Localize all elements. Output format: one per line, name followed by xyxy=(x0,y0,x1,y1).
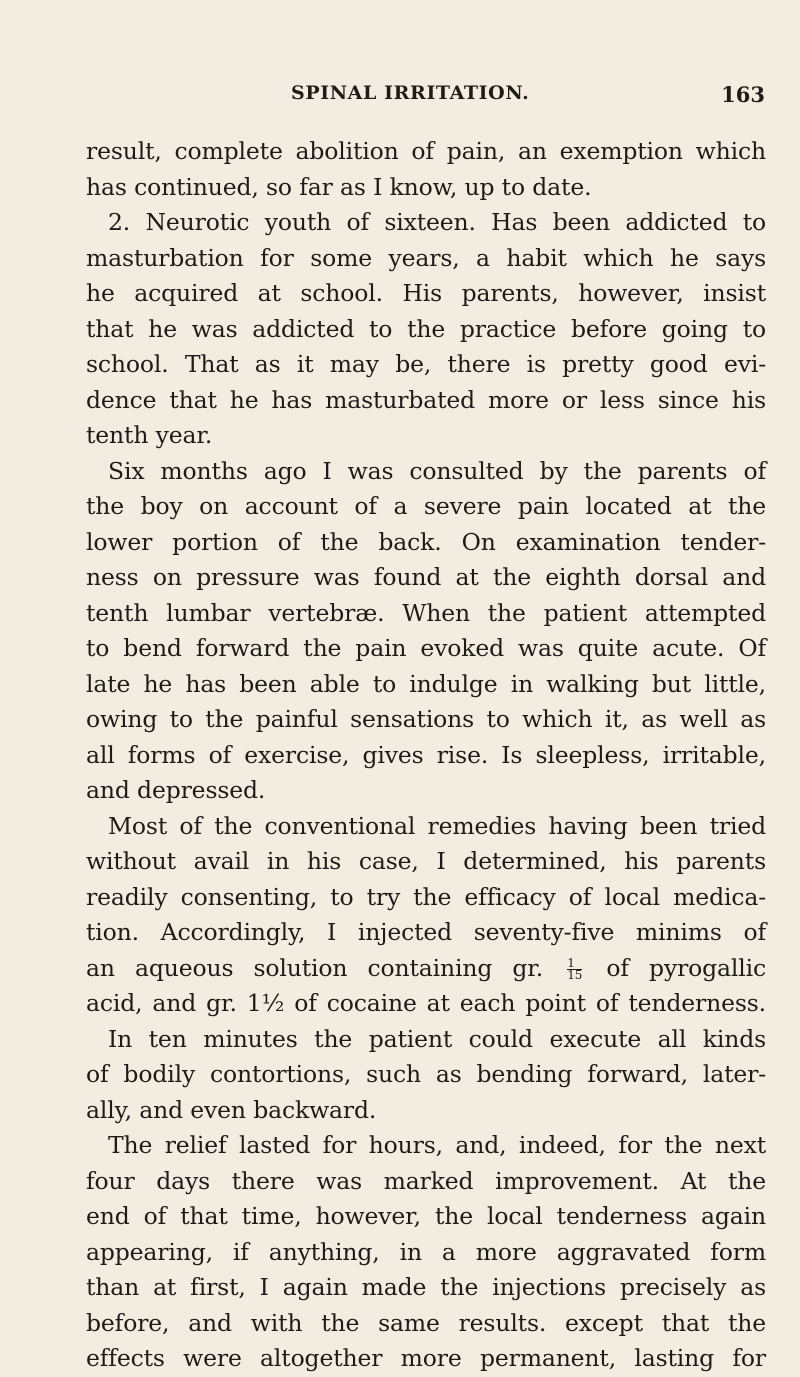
text-fragment: of cocaine at each point of tenderness. xyxy=(294,989,766,1017)
text-line: readily consenting, to try the efficacy of local medica- xyxy=(86,882,766,911)
case-2-start: 2. Neurotic youth of sixteen. Has been addicted to xyxy=(108,208,766,236)
text-line: masturbation for some years, a habit which he says xyxy=(86,243,766,272)
fraction-one-fifteenth xyxy=(567,955,583,982)
text-line: has continued, so far as I know, up to date. xyxy=(86,172,592,201)
body-text xyxy=(86,134,766,1377)
paragraph-start: Most of the conventional remedies having been tried xyxy=(108,811,766,840)
text-line: school. That as it may be, there is pretty good evi- xyxy=(86,350,766,378)
text-line: the boy on account of a severe pain located at the xyxy=(86,492,766,520)
paragraph-start: In ten minutes the patient could execute all kinds xyxy=(108,1024,766,1053)
text-line-with-fraction xyxy=(86,951,766,987)
text-line: he acquired at school. His parents, however, insist xyxy=(86,279,766,307)
paragraph-start: The relief lasted for hours, and, indeed, for the next xyxy=(108,1131,766,1159)
text-line: without avail in his case, I determined, his parents xyxy=(86,847,766,875)
text-line: result, complete abolition of pain, an exemption which xyxy=(86,137,766,165)
text-line: and depressed. xyxy=(86,776,266,804)
text-line: end of that time, however, the local tenderness again xyxy=(86,1202,766,1230)
fraction-numerator: 1 xyxy=(567,955,575,970)
text-line-with-dose xyxy=(86,986,766,1022)
page-header xyxy=(90,82,765,112)
text-line: ness on pressure was found at the eighth dorsal and xyxy=(86,563,766,591)
paragraph-start: Six months ago I was consulted by the parents of xyxy=(108,456,766,485)
mixed-number: 1½ xyxy=(246,989,285,1017)
running-head: SPINAL IRRITATION. xyxy=(291,82,530,104)
page-number: 163 xyxy=(721,82,765,107)
text-line: of bodily contortions, such as bending forward, later- xyxy=(86,1060,766,1088)
text-line: four days there was marked improvement. At the xyxy=(86,1166,766,1195)
text-line: tenth lumbar vertebræ. When the patient attempted xyxy=(86,598,766,627)
text-line: appearing, if anything, in a more aggravated form xyxy=(86,1237,766,1266)
text-fragment: of pyrogallic xyxy=(606,953,767,982)
text-line: that he was addicted to the practice before going to xyxy=(86,314,766,343)
text-line: owing to the painful sensations to which it, as well as xyxy=(86,705,766,733)
text-line: all forms of exercise, gives rise. Is sleepless, irritable, xyxy=(86,740,766,769)
text-fragment: acid, and gr. xyxy=(86,989,237,1017)
text-line: than at first, I again made the injections precisely as xyxy=(86,1273,766,1301)
text-fragment: an aqueous solution containing gr. xyxy=(86,953,544,982)
text-line: ally, and even backward. xyxy=(86,1095,377,1124)
text-line: effects were altogether more permanent, lasting for xyxy=(86,1344,766,1372)
text-line: tenth year. xyxy=(86,421,213,449)
text-line: dence that he has masturbated more or less since his xyxy=(86,385,766,414)
text-line: before, and with the same results. except that the xyxy=(86,1308,766,1337)
fraction-denominator: 15 xyxy=(567,967,583,982)
text-line: tion. Accordingly, I injected seventy-five minims of xyxy=(86,918,766,946)
text-line: lower portion of the back. On examination tender- xyxy=(86,527,766,556)
text-line: late he has been able to indulge in walking but little, xyxy=(86,669,766,698)
text-line: to bend forward the pain evoked was quite acute. Of xyxy=(86,634,766,662)
